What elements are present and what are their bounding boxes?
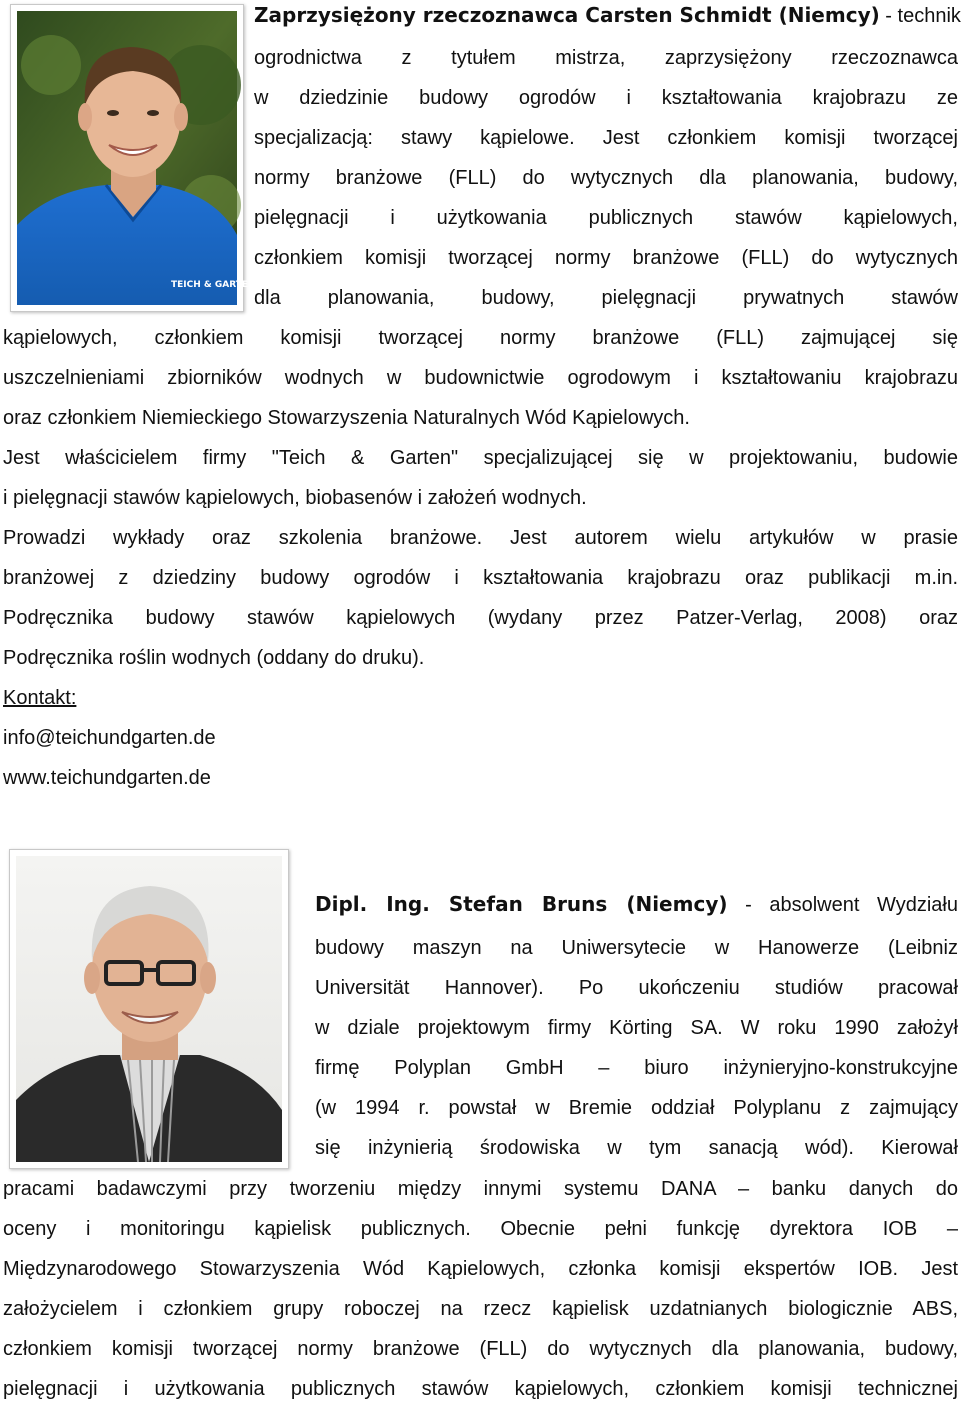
person2-bio-line: oceny i monitoringu kąpielisk publicznych. Obecnie pełni funkcję dyrektora IOB – (3, 1218, 958, 1240)
person1-bio-line: ogrodnictwa z tytułem mistrza, zaprzysiężony rzeczoznawca (254, 47, 958, 69)
person1-bio-line: pielęgnacji i użytkowania publicznych stawów kąpielowych, (254, 207, 958, 229)
portrait-photo-carsten-schmidt (10, 4, 256, 312)
person2-bio-line: pracami badawczymi przy tworzeniu między innymi systemu DANA – banku danych do (3, 1178, 958, 1200)
person2-bio-line: pielęgnacji i użytkowania publicznych stawów kąpielowych, członkiem komisji technicznej (3, 1378, 958, 1400)
person1-lectures-line: Podręcznika budowy stawów kąpielowych (wydany przez Patzer-Verlag, 2008) oraz (3, 607, 958, 629)
person1-lectures-line: branżowej z dziedziny budowy ogrodów i kształtowania krajobrazu oraz publikacji m.in. (3, 567, 958, 589)
person1-lectures-line: Prowadzi wykłady oraz szkolenia branżowe. Jest autorem wielu artykułów w prasie (3, 527, 958, 549)
person1-heading (254, 0, 961, 35)
person2-heading (315, 884, 958, 924)
person1-bio-full (3, 318, 958, 798)
person2-bio-line: Międzynarodowego Stowarzyszenia Wód Kąpielowych, członka komisji ekspertów IOB. Jest (3, 1258, 958, 1280)
person2-bio-right (315, 928, 958, 1168)
person2-bio-line: Universität Hannover). Po ukończeniu studiów pracował (315, 977, 958, 999)
person1-heading-rest: - technik (879, 5, 961, 27)
person1-bio-line: kąpielowych, członkiem komisji tworzącej normy branżowe (FLL) zajmującej się (3, 327, 958, 349)
person1-bio-right (254, 38, 958, 318)
person2-bio-line: budowy maszyn na Uniwersytecie w Hanowerze (Leibniz (315, 937, 958, 959)
contact-website[interactable]: www.teichundgarten.de (3, 767, 211, 789)
contact-email[interactable]: info@teichundgarten.de (3, 727, 216, 749)
person1-company-line: i pielęgnacji stawów kąpielowych, biobasenów i założeń wodnych. (3, 487, 587, 509)
person1-bio-line: normy branżowe (FLL) do wytycznych dla planowania, budowy, (254, 167, 958, 189)
person2-heading-rest: - absolwent Wydziału (727, 894, 958, 916)
person2-bio-line: firmę Polyplan GmbH – biuro inżynieryjno-konstrukcyjne (315, 1057, 958, 1079)
person2-bio-line: założycielem i członkiem grupy roboczej na rzecz kąpielisk uzdatnianych biologicznie ABS, (3, 1298, 958, 1320)
person2-bio-full (3, 1169, 958, 1409)
person1-bio-line: specjalizacją: stawy kąpielowe. Jest członkiem komisji tworzącej (254, 127, 958, 149)
contact-label: Kontakt: (3, 687, 77, 709)
shirt-logo-text: TEICH & GARTEN (171, 280, 256, 290)
person2-bio-line: (w 1994 r. powstał w Bremie oddział Polyplanu z zajmujący (315, 1097, 958, 1119)
person1-lectures-line: Podręcznika roślin wodnych (oddany do druku). (3, 647, 425, 669)
person2-bio-line: członkiem komisji tworzącej normy branżowe (FLL) do wytycznych dla planowania, budowy, (3, 1338, 958, 1360)
person1-bio-line: członkiem komisji tworzącej normy branżowe (FLL) do wytycznych (254, 247, 958, 269)
person2-bio-line: w dziale projektowym firmy Körting SA. W roku 1990 założył (315, 1017, 958, 1039)
person1-bio-line: oraz członkiem Niemieckiego Stowarzyszenia Naturalnych Wód Kąpielowych. (3, 407, 690, 429)
portrait-photo-stefan-bruns (9, 849, 289, 1169)
person2-name: Dipl. Ing. Stefan Bruns (Niemcy) (315, 892, 728, 916)
person1-name: Zaprzysiężony rzeczoznawca Carsten Schmidt (Niemcy) (254, 3, 880, 27)
person2-bio-line: się inżynierią środowiska w tym sanacją wód). Kierował (315, 1137, 958, 1159)
person1-company-line: Jest właścicielem firmy "Teich & Garten" specjalizującej się w projektowaniu, budowie (3, 447, 958, 469)
person1-bio-line: uszczelnieniami zbiorników wodnych w budownictwie ogrodowym i kształtowaniu krajobrazu (3, 367, 958, 389)
person1-bio-line: w dziedzinie budowy ogrodów i kształtowania krajobrazu ze (254, 87, 958, 109)
person1-bio-line: dla planowania, budowy, pielęgnacji prywatnych stawów (254, 287, 958, 309)
